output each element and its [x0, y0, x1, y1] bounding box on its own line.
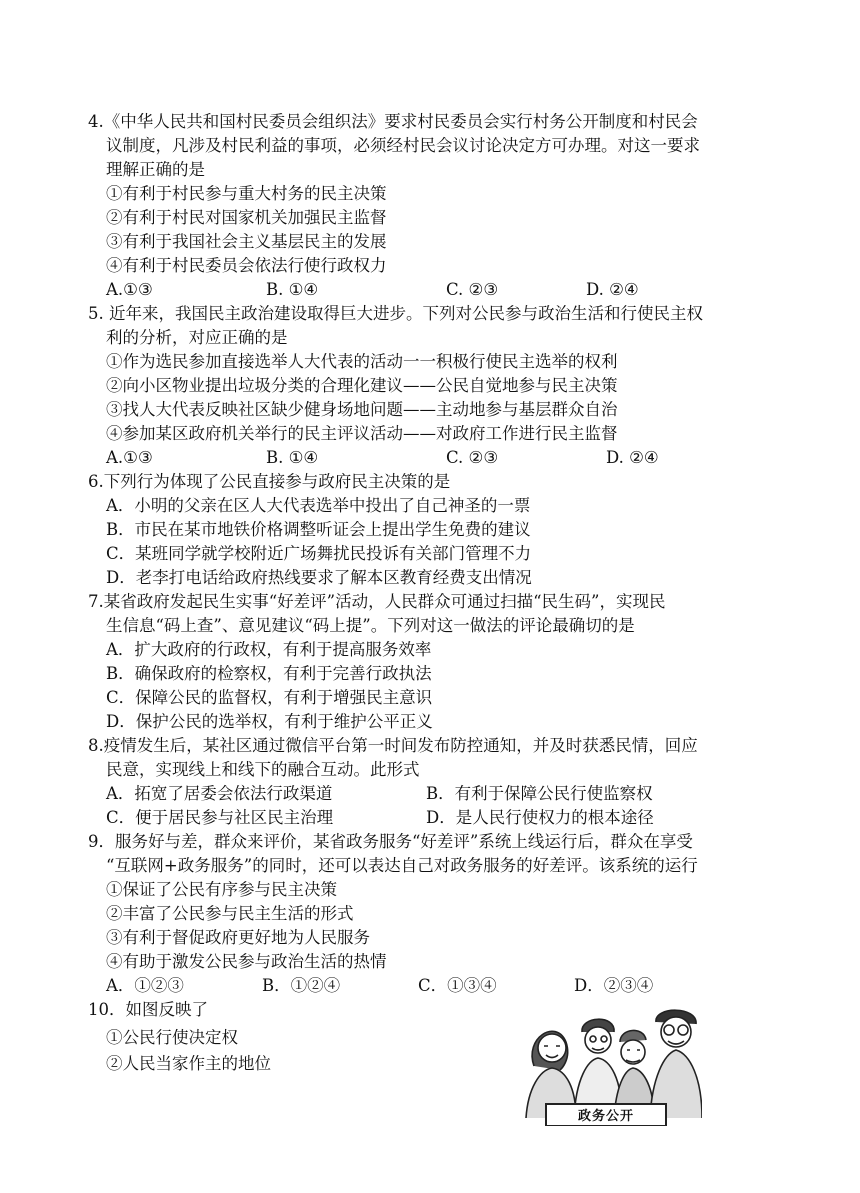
q9-item-3: ③有利于督促政府更好地为人民服务: [106, 928, 370, 947]
q5-option-c: C. ②③: [446, 448, 499, 467]
q6-option-a: A．小明的父亲在区人大代表选举中投出了自己神圣的一票: [106, 496, 531, 515]
q4-stem-line-1: 4.《中华人民共和国村民委员会组织法》要求村民委员会实行村务公开制度和村民会: [88, 112, 698, 131]
q4-option-c: C. ②③: [446, 280, 499, 299]
q5-options: [0, 446, 860, 470]
q6-option-d: D．老李打电话给政府热线要求了解本区教育经费支出情况: [106, 568, 532, 587]
q7-stem-line-1: 7.某省政府发起民生实事“好差评”活动，人民群众可通过扫描“民生码”，实现民: [88, 592, 666, 611]
q4-stem-line-3: 理解正确的是: [106, 160, 205, 179]
q4-stem-line-2: 议制度，凡涉及村民利益的事项，必须经村民会议讨论决定方可办理。对这一要求: [106, 136, 700, 155]
q6-stem: 6.下列行为体现了公民直接参与政府民主决策的是: [88, 472, 451, 491]
cartoon-figure: [516, 1008, 702, 1126]
q8-stem-line-1: 8.疫情发生后，某社区通过微信平台第一时间发布防控通知，并及时获悉民情，回应: [88, 736, 698, 755]
q4-item-4: ④有利于村民委员会依法行使行政权力: [106, 256, 387, 275]
q4-item-1: ①有利于村民参与重大村务的民主决策: [106, 184, 387, 203]
q8-option-b: B．有利于保障公民行使监察权: [426, 784, 653, 803]
q9-item-4: ④有助于激发公民参与政治生活的热情: [106, 952, 387, 971]
q4-item-3: ③有利于我国社会主义基层民主的发展: [106, 232, 387, 251]
q9-stem-line-1: 9．服务好与差，群众来评价，某省政务服务“好差评”系统上线运行后，群众在享受: [88, 832, 693, 851]
q9-option-a: A．①②③: [106, 976, 184, 995]
q5-item-3: ③找人大代表反映社区缺少健身场地问题——主动地参与基层群众自治: [106, 400, 618, 419]
q4-options: [0, 278, 860, 302]
q8-option-c: C．便于居民参与社区民主治理: [106, 808, 334, 827]
q6-option-b: B．市民在某市地铁价格调整听证会上提出学生免费的建议: [106, 520, 531, 539]
q5-stem-line-1: 5. 近年来，我国民主政治建设取得巨大进步。下列对公民参与政治生活和行使民主权: [88, 304, 703, 323]
q7-option-c: C．保障公民的监督权，有利于增强民主意识: [106, 688, 433, 707]
q6-option-c: C．某班同学就学校附近广场舞扰民投诉有关部门管理不力: [106, 544, 532, 563]
q5-item-2: ②向小区物业提出垃圾分类的合理化建议——公民自觉地参与民主决策: [106, 376, 618, 395]
q7-stem-line-2: 生信息“码上查”、意见建议“码上提”。下列对这一做法的评论最确切的是: [106, 616, 635, 635]
q8-option-d: D．是人民行使权力的根本途径: [426, 808, 654, 827]
q8-options-row-1: [0, 782, 860, 806]
q9-options: [0, 974, 860, 998]
q9-item-2: ②丰富了公民参与民主生活的形式: [106, 904, 354, 923]
q10-item-1: ①公民行使决定权: [106, 1028, 238, 1047]
q4-option-b: B. ①④: [266, 280, 319, 299]
q7-option-a: A．扩大政府的行政权，有利于提高服务效率: [106, 640, 432, 659]
q9-option-c: C．①③④: [418, 976, 497, 995]
q5-option-a: A.①③: [106, 448, 153, 467]
q8-stem-line-2: 民意，实现线上和线下的融合互动。此形式: [106, 760, 420, 779]
q5-item-4: ④参加某区政府机关举行的民主评议活动——对政府工作进行民主监督: [106, 424, 618, 443]
q9-option-d: D．②③④: [574, 976, 654, 995]
q4-option-a: A.①③: [106, 280, 153, 299]
q10-item-2: ②人民当家作主的地位: [106, 1054, 271, 1073]
q5-stem-line-2: 利的分析，对应正确的是: [106, 328, 288, 347]
q4-option-d: D. ②④: [586, 280, 639, 299]
q10-stem: 10．如图反映了: [88, 1000, 208, 1019]
q9-stem-line-2: “互联网+政务服务”的同时，还可以表达自己对政务服务的好差评。该系统的运行: [106, 856, 698, 875]
q7-option-d: D．保护公民的选举权，有利于维护公平正义: [106, 712, 433, 731]
q8-options-row-2: [0, 806, 860, 830]
q5-item-1: ①作为选民参加直接选举人大代表的活动一一积极行使民主选举的权利: [106, 352, 618, 371]
q5-option-d: D. ②④: [606, 448, 659, 467]
q8-option-a: A．拓宽了居委会依法行政渠道: [106, 784, 333, 803]
q4-item-2: ②有利于村民对国家机关加强民主监督: [106, 208, 387, 227]
q5-option-b: B. ①④: [266, 448, 319, 467]
q7-option-b: B．确保政府的检察权，有利于完善行政执法: [106, 664, 432, 683]
figure-caption-sign: 政务公开: [577, 1109, 634, 1124]
q9-option-b: B．①②④: [262, 976, 341, 995]
q9-item-1: ①保证了公民有序参与民主决策: [106, 880, 337, 899]
